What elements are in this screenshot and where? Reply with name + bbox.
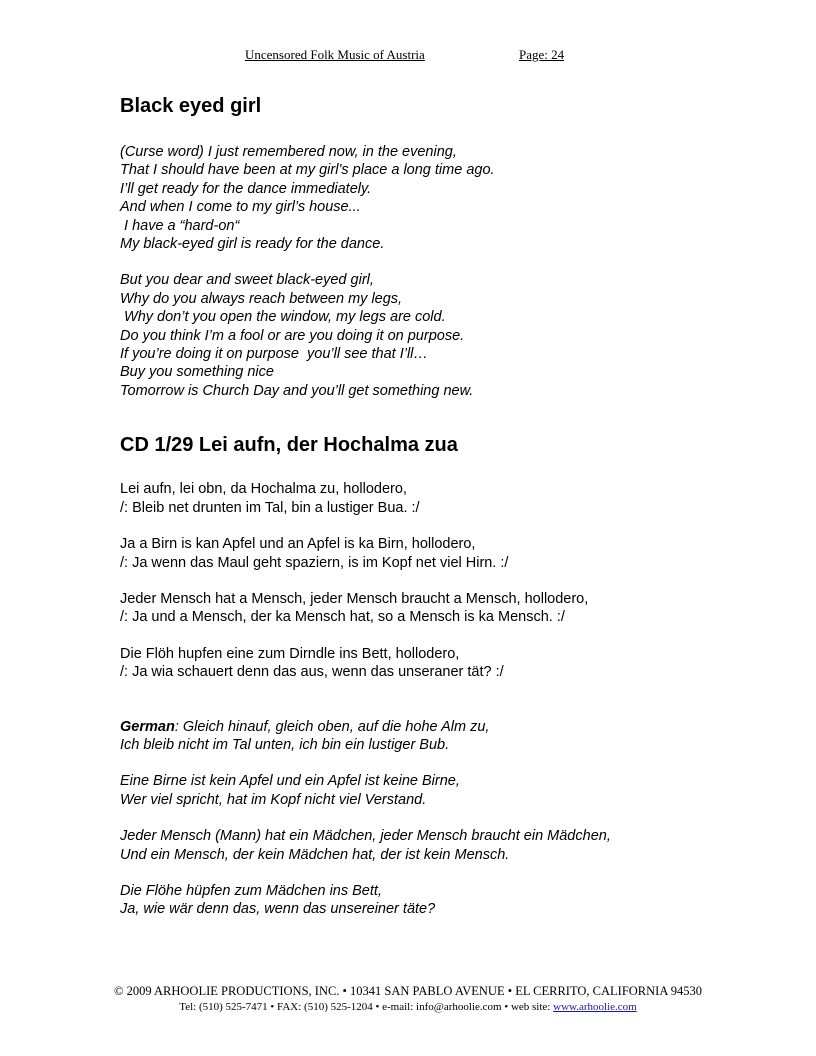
german-stanza-2 — [120, 772, 740, 809]
song-title-black-eyed-girl: Black eyed girl — [120, 95, 262, 117]
footer-contact-text: Tel: (510) 525-7471 • FAX: (510) 525-1204 • e-mail: info@arhoolie.com • web site: — [179, 1001, 554, 1013]
lyric-line: /: Ja und a Mensch, der ka Mensch hat, so a Mensch is ka Mensch. :/ — [120, 609, 565, 626]
lyric-line: Why do you always reach between my legs, — [120, 290, 403, 307]
lyric-line: Die Flöhe hüpfen zum Mädchen ins Bett, — [120, 882, 382, 899]
song1-stanza-1 — [120, 143, 740, 253]
song2-stanza-3 — [120, 590, 740, 627]
german-stanza-1 — [120, 718, 740, 755]
lyric-line: Buy you something nice — [120, 364, 274, 381]
lyric-line: /: Ja wia schauert denn das aus, wenn das unseraner tät? :/ — [120, 664, 504, 681]
lyric-line: But you dear and sweet black-eyed girl, — [120, 272, 374, 289]
lyric-line: Und ein Mensch, der kein Mädchen hat, der ist kein Mensch. — [120, 846, 510, 863]
lyric-line: I have a “hard-on“ — [120, 217, 240, 234]
german-label: German — [120, 718, 175, 735]
lyric-line: Die Flöh hupfen eine zum Dirndle ins Bett, hollodero, — [120, 645, 460, 662]
lyric-line: Wer viel spricht, hat im Kopf nicht viel Verstand. — [120, 791, 427, 808]
lyric-line: And when I come to my girl’s house... — [120, 199, 361, 216]
song2-stanza-2 — [120, 535, 740, 572]
song2-stanza-1 — [120, 480, 740, 517]
lyric-line: (Curse word) I just remembered now, in the evening, — [120, 144, 457, 160]
lyric-line: Lei aufn, lei obn, da Hochalma zu, hollodero, — [120, 481, 407, 498]
lyric-line: Tomorrow is Church Day and you’ll get something new. — [120, 382, 474, 399]
lyric-line: My black-eyed girl is ready for the dance. — [120, 236, 385, 253]
german-stanza-3 — [120, 827, 740, 864]
lyric-line: I’ll get ready for the dance immediately. — [120, 180, 372, 197]
song-title-hochalma: CD 1/29 Lei aufn, der Hochalma zua — [120, 434, 458, 457]
german-stanza-4 — [120, 882, 740, 919]
document-body — [120, 91, 740, 919]
lyric-line: /: Ja wenn das Maul geht spaziern, is im Kopf net viel Hirn. :/ — [120, 554, 509, 571]
lyric-line: Jeder Mensch hat a Mensch, jeder Mensch braucht a Mensch, hollodero, — [120, 590, 589, 607]
lyric-line: Ja, wie wär denn das, wenn das unsereiner täte? — [120, 901, 436, 918]
song2-stanza-4 — [120, 645, 740, 682]
footer-contact — [0, 1000, 816, 1015]
lyric-line: Jeder Mensch (Mann) hat ein Mädchen, jeder Mensch braucht ein Mädchen, — [120, 828, 611, 845]
page-footer — [0, 983, 816, 1015]
lyric-line: That I should have been at my girl’s place a long time ago. — [120, 162, 495, 179]
page-number: Page: 24 — [519, 47, 565, 62]
website-link[interactable]: www.arhoolie.com — [553, 1001, 637, 1013]
lyric-line: /: Bleib net drunten im Tal, bin a lustiger Bua. :/ — [120, 499, 420, 516]
lyric-line: Why don’t you open the window, my legs are cold. — [120, 309, 446, 326]
lyric-line: Eine Birne ist kein Apfel und ein Apfel ist keine Birne, — [120, 773, 460, 790]
document-title: Uncensored Folk Music of Austria — [245, 47, 425, 62]
lyric-line: If you’re doing it on purpose you’ll see that I’ll… — [120, 346, 428, 363]
lyric-line: Ja a Birn is kan Apfel und an Apfel is ka Birn, hollodero, — [120, 536, 476, 553]
german-line-text: : Gleich hinauf, gleich oben, auf die hohe Alm zu, — [174, 718, 490, 735]
song1-stanza-2 — [120, 271, 740, 400]
footer-address: © 2009 ARHOOLIE PRODUCTIONS, INC. • 10341 SAN PABLO AVENUE • EL CERRITO, CALIFORNIA 94530 — [113, 984, 703, 998]
lyric-line: Do you think I’m a fool or are you doing it on purpose. — [120, 327, 465, 344]
lyric-line — [120, 718, 740, 736]
lyric-line: Ich bleib nicht im Tal unten, ich bin ein lustiger Bub. — [120, 736, 450, 753]
